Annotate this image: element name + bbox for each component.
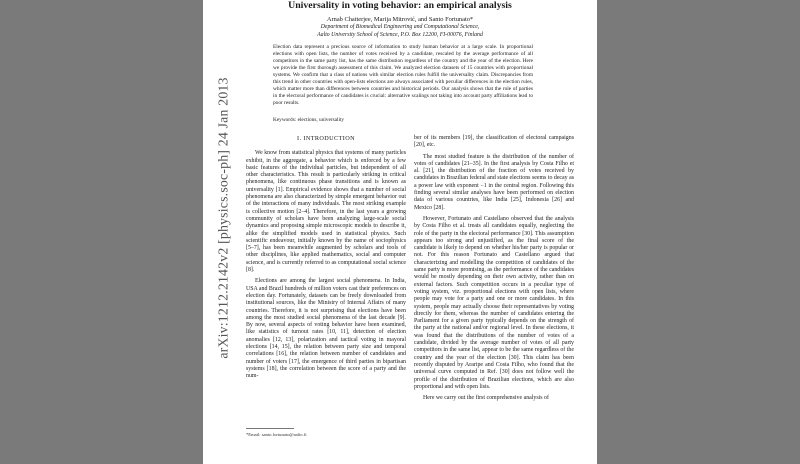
institution: Aalto University School of Science, P.O. Box 12200, FI-00076, Finland	[317, 32, 483, 38]
author-list: Arnab Chatterjee, Marija Mitrović, and Santo Fortunato*	[326, 16, 474, 23]
arxiv-id: arXiv:1212.2142v2 [physics.soc-ph] 24 Jan 2013	[216, 77, 231, 359]
paragraph: Here we carry out the first comprehensive analysis of	[423, 395, 549, 402]
right-column	[414, 135, 574, 402]
paragraph: ber of its members [19], the classification of electoral campaigns [20], etc.	[414, 135, 574, 149]
paper-page	[203, 0, 597, 464]
footnote: *Email: santo.fortunato@aalto.fi	[246, 432, 307, 437]
department: Department of Biomedical Engineering and Computational Science,	[320, 24, 480, 30]
arxiv-identifier-stamp	[212, 8, 236, 428]
section-heading: I. INTRODUCTION	[297, 135, 355, 142]
paper-title: Universality in voting behavior: an empirical analysis	[288, 0, 512, 11]
paragraph: Elections are among the largest social phenomena. In India, USA and Brazil hundreds of million voters cast their preferences on election day. Fortunately, datasets can be freely downloaded from institutional sources, like the Ministry of Internal Affairs of many countries. Therefore, it is not surprising that elections have been among the most studied social phenomena of the last decade [9]. By now, several aspects of voting behavior have been examined, like statistics of turnout rates [10, 11], detection of election anomalies [12, 13], polarization and tactical voting in mayoral elections [14, 15], the relation between party size and temporal correlations [16], the relation between number of candidates and number of voters [17], the emergence of third parties in bipartisan systems [18], the correlation between the score of a party and the num-	[246, 278, 406, 380]
left-column	[246, 135, 406, 381]
paragraph: The most studied feature is the distribution of the number of votes of candidates [21–35]. In the first analysis by Costa Filho et al. [21], the distribution of the fraction of votes received by candidates in Brazilian federal and state elections seems to decay as a power law with exponent −1 in the central region. Following this finding several similar analyses have been performed on election data of various countries, like India [25], Indonesia [26] and Mexico [28].	[414, 153, 574, 211]
footnote-rule	[246, 428, 294, 429]
abstract: Election data represent a precious source of information to study human behavior at a large scale. In proportional elections with open lists, the number of votes received by a candidate, rescaled by the average performance of all competitors in the same party list, has the same distribution regardless of the country and the year of the election. Here we provide the first thorough assessment of this claim. We analyzed election datasets of 15 countries with proportional systems. We confirm that a class of nations with similar election rules fulfill the universality claim. Discrepancies from this trend in other countries with open-lists elections are always associated with peculiar differences in the election rules, which matter more than differences between countries and historical periods. Our analysis shows that the role of parties in the electoral performance of candidates is crucial: alternative scalings not taking into account party affiliations lead to poor results.	[273, 44, 533, 107]
keywords: Keywords: elections, universality	[273, 117, 345, 123]
paragraph: We know from statistical physics that systems of many particles exhibit, in the aggregate, a behavior which is enforced by a few basic features of the individual particles, but independent of all other characteristics. This result is particularly striking in critical phenomena, like continuous phase transitions and is known as universality [1]. Empirical evidence shows that a number of social phenomena are also characterized by simple emergent behavior out of the interactions of many individuals. The most striking example is collective motion [2–4]. Therefore, in the last years a growing community of scholars have been analyzing large-scale social dynamics and proposing simple microscopic models to describe it, alike the simplified models used in statistical physics. Such scientific endeavour, initially known by the name of sociophysics [5–7], has been meanwhile augmented by scholars and tools of other disciplines, like applied mathematics, social and computer science, and is currently referred to as computational social science [8].	[246, 150, 406, 274]
paragraph: However, Fortunato and Castellano observed that the analysis by Costa Filho et al. treats all candidates equally, neglecting the role of the party in the electoral performance [30]. This assumption appears too strong and unjustified, as the final score of the candidate is likely to depend on whether his/her party is popular or not. For this reason Fortunato and Castellano argued that characterizing and modelling the competition of candidates of the same party is more promising, as the performance of the candidates would be mostly depending on their own activity, rather than on external factors. Such competition occurs in a peculiar type of voting system, viz. proportional elections with open lists, where people may vote for a party and one or more candidates. In this system, people may actually choose their representatives by voting directly for them, whereas the number of candidates entering the Parliament for a given party typically depends on the strength of the party at the national and/or regional level. In these elections, it was found that the distributions of the number of votes of a candidate, divided by the average number of votes of all party competitors in the same list, appear to be the same regardless of the country and the year of the election [30]. This claim has been recently disputed by Araripe and Costa Filho, who found that the universal curve computed in Ref. [30] does not follow well the profile of the distribution of Brazilian elections, which are also proportional and with open lists.	[414, 215, 574, 390]
